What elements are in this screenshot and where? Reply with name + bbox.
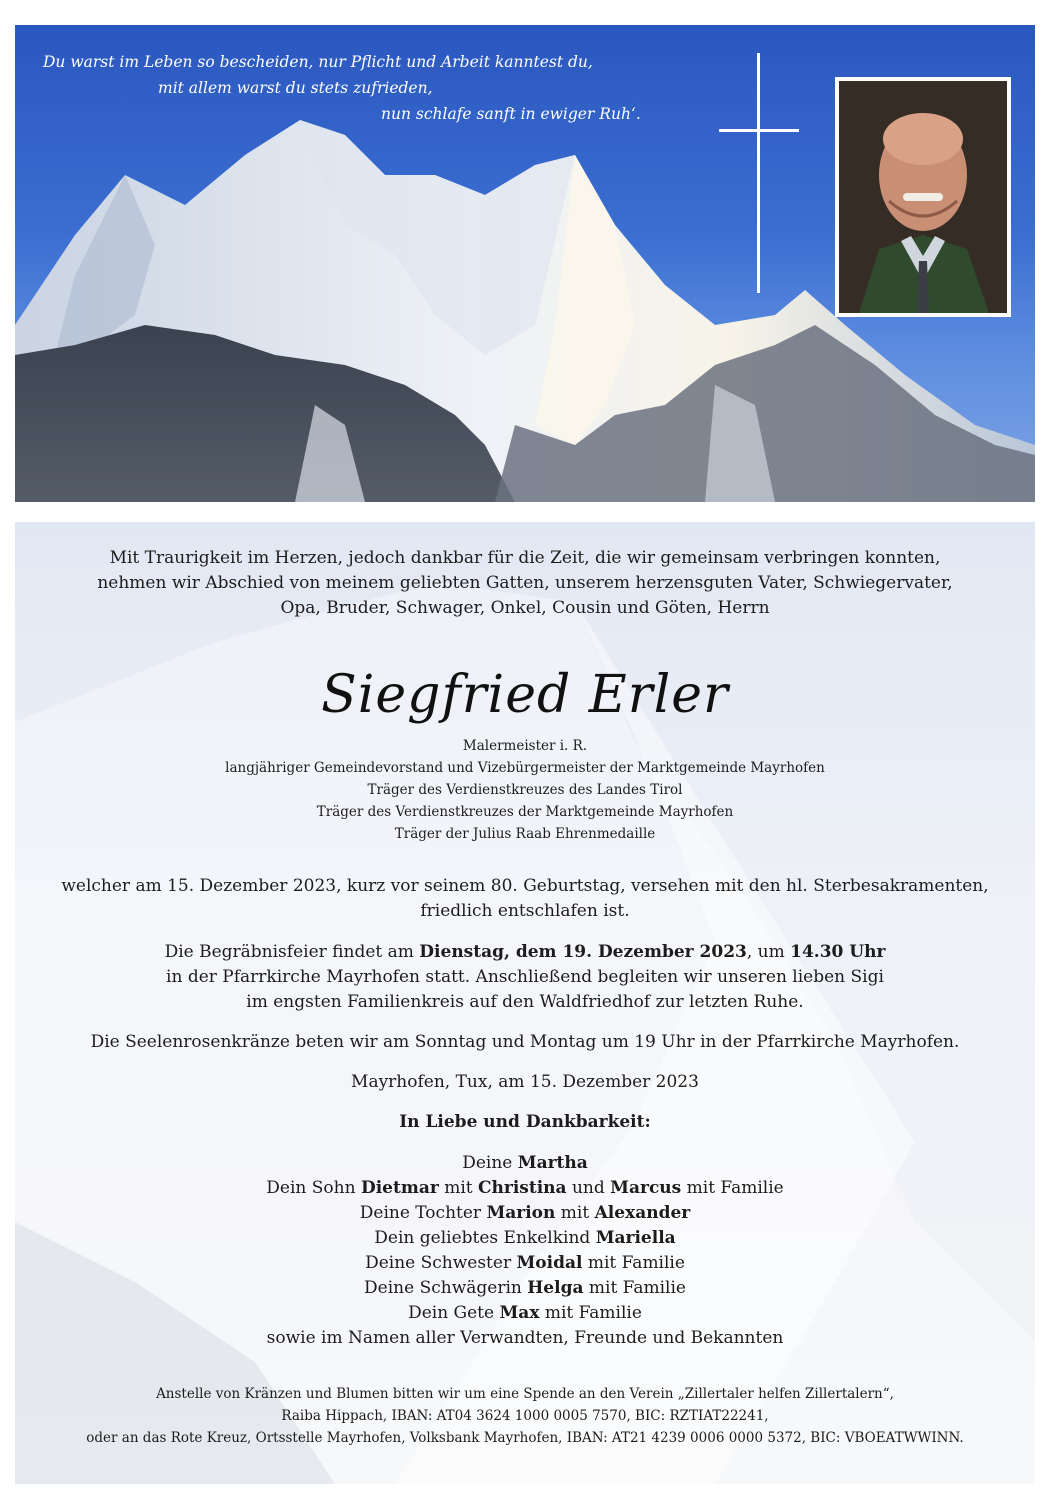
cross-icon bbox=[757, 53, 760, 293]
mourner-line: Deine Tochter Marion mit Alexander bbox=[359, 1203, 691, 1223]
portrait-photo bbox=[835, 77, 1011, 317]
donation-info: Anstelle von Kränzen und Blumen bitten wir um eine Spende an den Verein „Zillertaler helfen Zillertalern“, bbox=[156, 1386, 894, 1402]
cross-icon-bar bbox=[719, 129, 799, 132]
intro-line: Mit Traurigkeit im Herzen, jedoch dankbar für die Zeit, die wir gemeinsam verbringen konnten, bbox=[109, 548, 941, 568]
love-heading: In Liebe und Dankbarkeit: bbox=[399, 1112, 651, 1132]
portrait-illustration bbox=[839, 81, 1007, 313]
mourner-line: Deine Schwester Moidal mit Familie bbox=[365, 1253, 685, 1273]
funeral-info: im engsten Familienkreis auf den Waldfriedhof zur letzten Ruhe. bbox=[246, 992, 804, 1012]
intro-line: nehmen wir Abschied von meinem geliebten Gatten, unserem herzensguten Vater, Schwiegervater, bbox=[97, 573, 953, 593]
deceased-title: Träger des Verdienstkreuzes des Landes Tirol bbox=[367, 782, 683, 798]
mountain-photo bbox=[15, 25, 1035, 502]
mourner-line: Deine Martha bbox=[462, 1153, 588, 1173]
funeral-info: in der Pfarrkirche Mayrhofen statt. Anschließend begleiten wir unseren lieben Sigi bbox=[166, 967, 884, 987]
deceased-title: Träger des Verdienstkreuzes der Marktgemeinde Mayrhofen bbox=[316, 804, 734, 820]
quote-line: nun schlafe sanft in ewiger Ruh‘. bbox=[381, 105, 641, 123]
donation-info: oder an das Rote Kreuz, Ortsstelle Mayrhofen, Volksbank Mayrhofen, IBAN: AT21 4239 0006 0000 5372, BIC: VBOEATWWINN. bbox=[86, 1430, 964, 1446]
deceased-name: Siegfried Erler bbox=[321, 665, 729, 725]
intro-line: Opa, Bruder, Schwager, Onkel, Cousin und Göten, Herrn bbox=[280, 598, 770, 618]
quote-line: mit allem warst du stets zufrieden, bbox=[158, 79, 433, 97]
quote-line: Du warst im Leben so bescheiden, nur Pflicht und Arbeit kanntest du, bbox=[43, 53, 593, 71]
death-notice: friedlich entschlafen ist. bbox=[420, 901, 630, 921]
mourner-line: Dein Gete Max mit Familie bbox=[408, 1303, 642, 1323]
deceased-title: Träger der Julius Raab Ehrenmedaille bbox=[394, 826, 656, 842]
death-notice: welcher am 15. Dezember 2023, kurz vor seinem 80. Geburtstag, versehen mit den hl. Sterbesakramenten, bbox=[61, 876, 989, 896]
rosary-info: Die Seelenrosenkränze beten wir am Sonntag und Montag um 19 Uhr in der Pfarrkirche Mayrhofen. bbox=[90, 1032, 960, 1052]
mourner-line: sowie im Namen aller Verwandten, Freunde und Bekannten bbox=[266, 1328, 784, 1348]
mourner-line: Dein geliebtes Enkelkind Mariella bbox=[374, 1228, 676, 1248]
deceased-title: Malermeister i. R. bbox=[462, 738, 588, 754]
mourner-line: Dein Sohn Dietmar mit Christina und Marcus mit Familie bbox=[266, 1178, 784, 1198]
mourner-line: Deine Schwägerin Helga mit Familie bbox=[364, 1278, 686, 1298]
donation-info: Raiba Hippach, IBAN: AT04 3624 1000 0005 7570, BIC: RZTIAT22241, bbox=[281, 1408, 769, 1424]
funeral-info: Die Begräbnisfeier findet am Dienstag, dem 19. Dezember 2023, um 14.30 Uhr bbox=[164, 942, 886, 962]
place-date: Mayrhofen, Tux, am 15. Dezember 2023 bbox=[351, 1072, 699, 1092]
deceased-title: langjähriger Gemeindevorstand und Vizebürgermeister der Marktgemeinde Mayrhofen bbox=[225, 760, 825, 776]
